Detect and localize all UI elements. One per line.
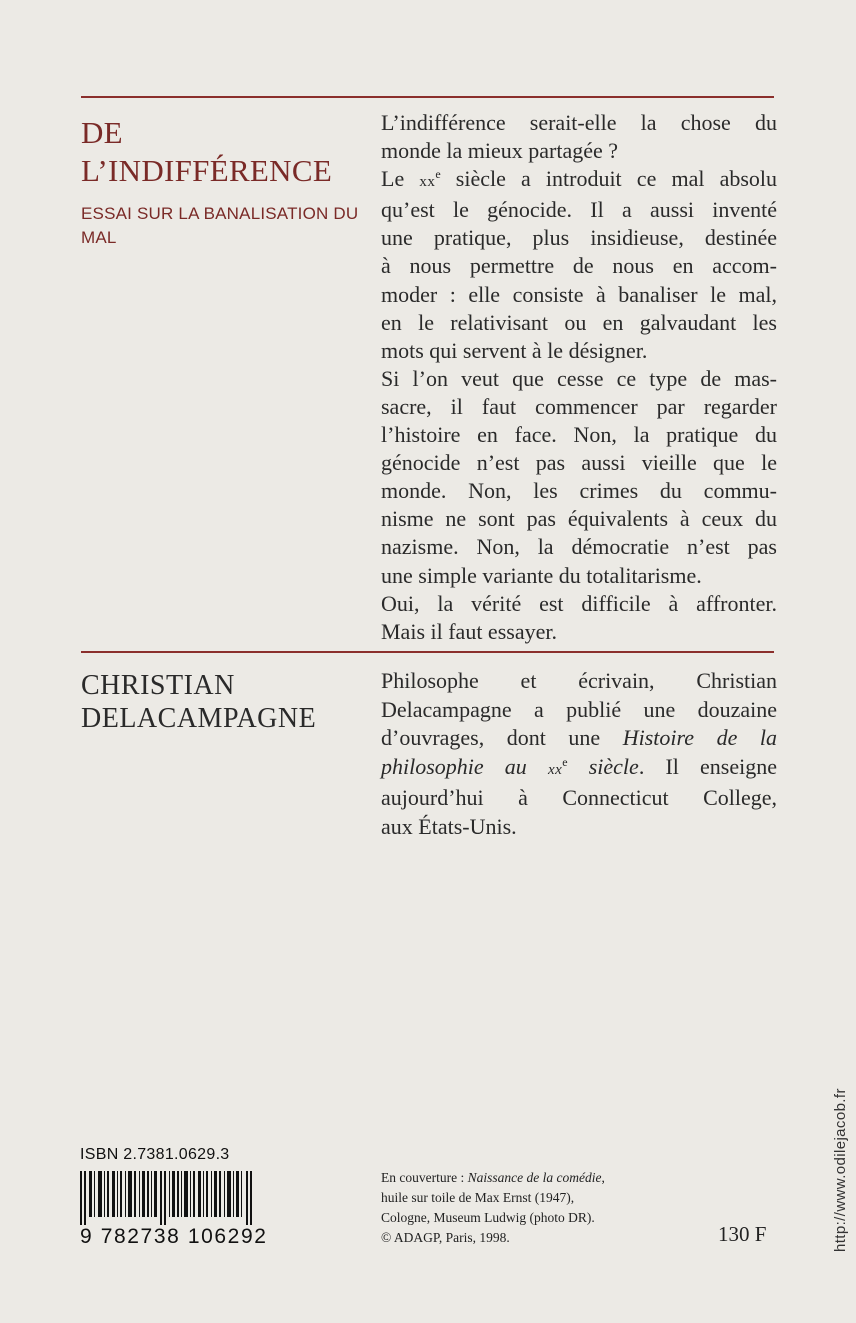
blurb-line: Si l’on veut que cesse ce type de mas-: [381, 365, 777, 391]
blurb-line: à nous permettre de nous en accom-: [381, 253, 777, 279]
bio-line: aujourd’hui à Connecticut College,: [381, 785, 777, 810]
blurb-line: moder : elle consiste à banaliser le mal,: [381, 281, 777, 307]
author-last-name: DELACAMPAGNE: [81, 703, 317, 734]
blurb-line: qu’est le génocide. Il a aussi inventé: [381, 197, 777, 223]
blurb-line: nisme ne sont pas équivalents à ceux du: [381, 506, 777, 532]
bio-line: Delacampagne a publié une douzaine: [381, 696, 777, 722]
blurb-line: sacre, il faut commencer par regarder: [381, 393, 777, 419]
blurb-text: siècle a introduit ce mal absolu: [440, 166, 778, 192]
blurb-line: génocide n’est pas aussi vieille que le: [381, 450, 777, 476]
bio-line: [381, 753, 777, 785]
top-rule: [81, 96, 774, 98]
barcode: [80, 1171, 252, 1225]
blurb-line: monde. Non, les crimes du commu-: [381, 478, 777, 504]
publisher-website: http://www.odilejacob.fr: [832, 1088, 849, 1252]
credits-line: Cologne, Museum Ludwig (photo DR).: [381, 1210, 595, 1225]
blurb-line: l’histoire en face. Non, la pratique du: [381, 422, 777, 448]
bio-text: . Il enseigne: [638, 753, 777, 779]
blurb-line: Oui, la vérité est difficile à affronter.: [381, 590, 777, 616]
blurb-line: une pratique, plus insidieuse, destinée: [381, 225, 777, 251]
credits-text: ,: [601, 1170, 605, 1185]
book-subtitle: ESSAI SUR LA BANALISATION DU MAL: [81, 204, 359, 247]
book-reference: philosophie au: [381, 753, 548, 779]
price: 130 F: [718, 1222, 767, 1246]
barcode-bars: [80, 1171, 252, 1225]
middle-rule: [81, 651, 774, 653]
book-reference: Histoire de la: [622, 725, 777, 750]
author-bio: [381, 667, 777, 841]
blurb-line: nazisme. Non, la démocratie n’est pas: [381, 534, 777, 560]
century-numeral: xx: [419, 174, 436, 191]
title-line-1: DE: [81, 115, 123, 150]
blurb-line: en le relativisant ou en galvaudant les: [381, 309, 777, 335]
barcode-number: 9 782738 106292: [80, 1225, 268, 1248]
back-cover-blurb: [381, 109, 777, 646]
artwork-title: Naissance de la comédie: [467, 1170, 602, 1185]
credits-line: [381, 1168, 681, 1188]
blurb-text: Le: [381, 166, 420, 192]
blurb-line: L’indifférence serait-elle la chose du: [381, 110, 777, 135]
credits-line: huile sur toile de Max Ernst (1947),: [381, 1190, 575, 1205]
blurb-line: mots qui servent à le désigner.: [381, 337, 648, 363]
credits-text: En couverture :: [381, 1170, 468, 1185]
isbn: ISBN 2.7381.0629.3: [80, 1146, 230, 1163]
century-numeral: xx: [547, 761, 563, 778]
cover-credits: [381, 1168, 681, 1248]
author-first-name: CHRISTIAN: [81, 670, 235, 701]
bio-line: [381, 724, 777, 753]
title-line-2: L’INDIFFÉRENCE: [81, 153, 333, 188]
blurb-line: [381, 165, 777, 196]
bio-text: d’ouvrages, dont une: [381, 725, 623, 750]
author-name: [81, 669, 316, 735]
blurb-line: monde la mieux partagée ?: [381, 138, 619, 164]
blurb-line: Mais il faut essayer.: [381, 618, 557, 644]
bio-line: Philosophe et écrivain, Christian: [381, 668, 777, 693]
century-superscript: e: [435, 167, 441, 182]
bio-line: aux États-Unis.: [381, 813, 517, 839]
blurb-line: une simple variante du totalitarisme.: [381, 562, 702, 588]
century-superscript: e: [562, 754, 568, 769]
credits-line: © ADAGP, Paris, 1998.: [381, 1230, 510, 1245]
book-reference: siècle: [567, 753, 639, 779]
book-title: [81, 114, 332, 190]
